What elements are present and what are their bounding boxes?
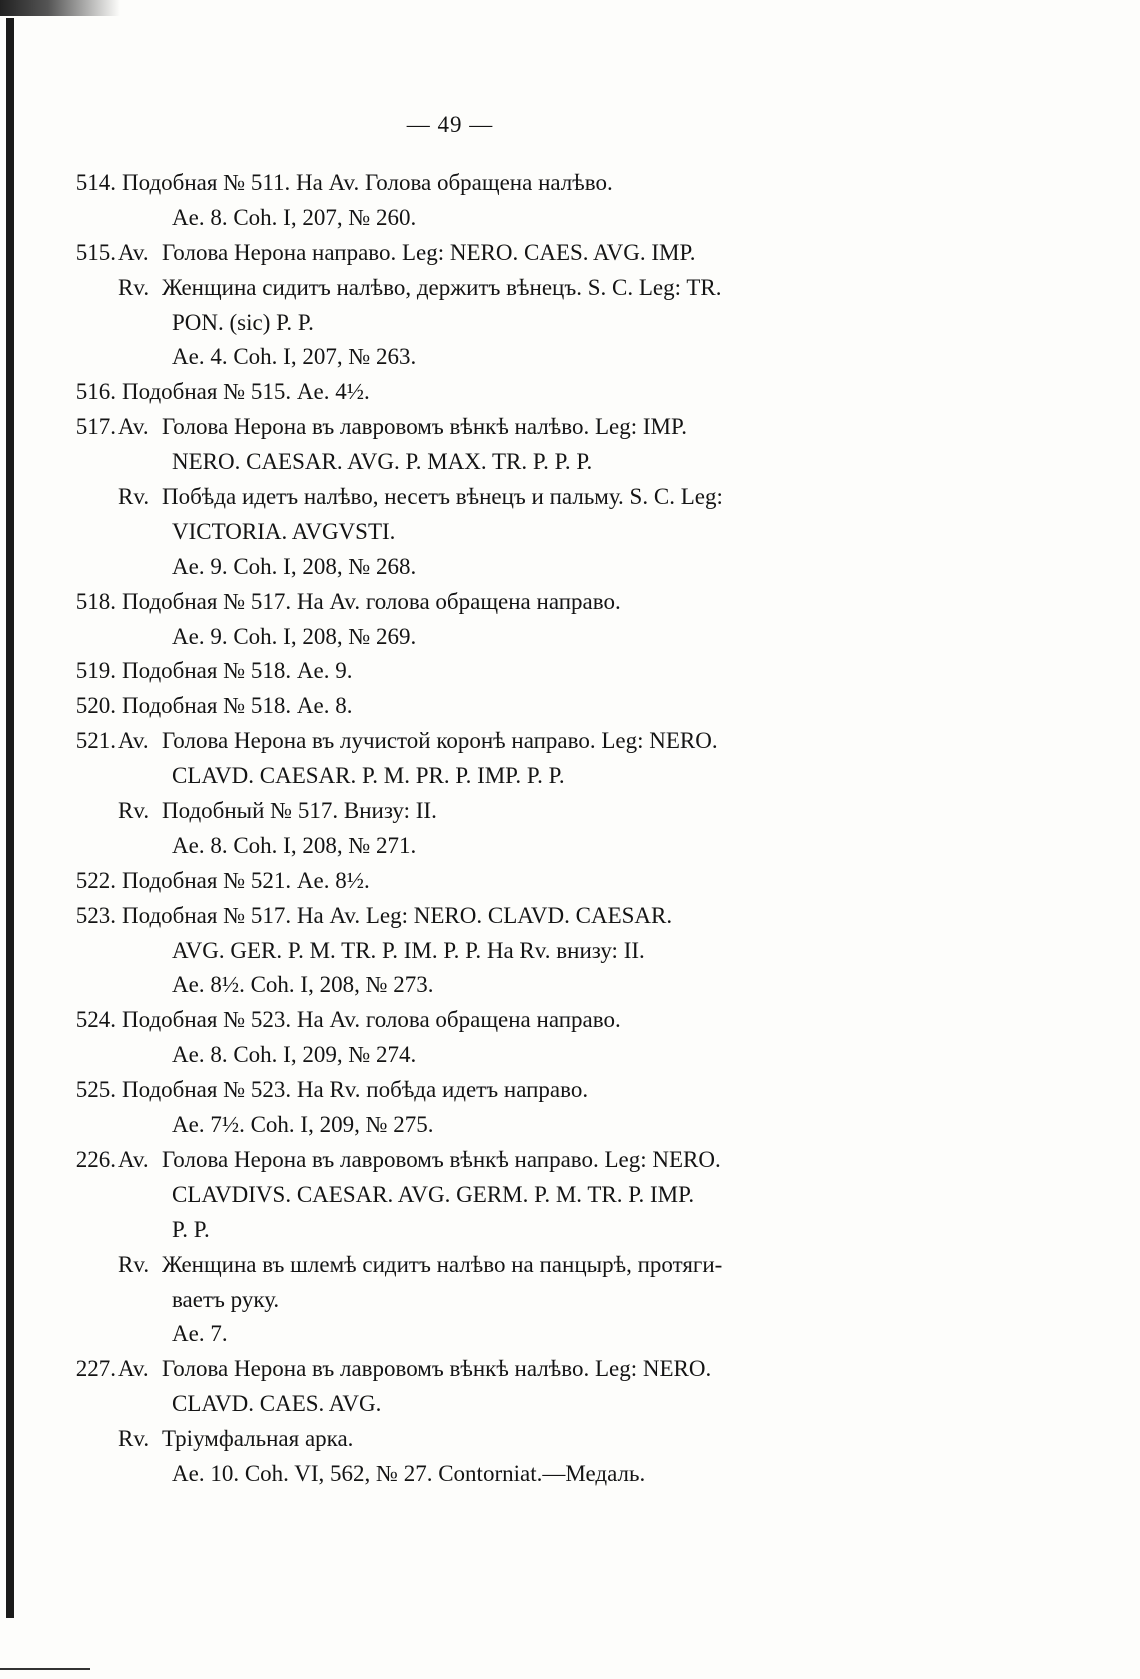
entry-text: Подобная № 523. На Rv. побѣда идетъ направо. xyxy=(122,1077,589,1103)
entry-line xyxy=(62,829,862,864)
entry-text: CLAVDIVS. CAESAR. AVG. GERM. P. M. TR. P. IMP. xyxy=(172,1181,695,1207)
entry-line xyxy=(62,1073,862,1108)
entry-line xyxy=(62,1387,862,1422)
entry-line xyxy=(62,1038,862,1073)
entry-text: Подобная № 518. Ae. 9. xyxy=(122,658,353,684)
side-label: Av. xyxy=(118,1356,149,1382)
entry-number: 522. xyxy=(75,867,116,893)
entry-number: 514. xyxy=(75,170,116,195)
side-label: Rv. xyxy=(118,798,150,824)
entry-line xyxy=(62,585,862,620)
entry-line xyxy=(62,724,862,759)
entry-line xyxy=(62,166,862,201)
entry-text: Подобная № 517. На Av. голова обращена направо. xyxy=(122,588,621,614)
entry-line xyxy=(62,1248,862,1283)
entry-number: 226. xyxy=(75,1146,116,1172)
entry-text: Ae. 8. Coh. I, 207, № 260. xyxy=(172,204,417,230)
entry-line xyxy=(62,1422,862,1457)
entry-text: Ae. 7½. Coh. I, 209, № 275. xyxy=(172,1112,434,1138)
entry-text: Ae. 4. Coh. I, 207, № 263. xyxy=(172,344,417,370)
side-label: Av. xyxy=(118,1146,149,1172)
entry-line xyxy=(62,375,862,410)
entry-number: 521. xyxy=(75,728,116,754)
entry-line xyxy=(62,236,862,271)
entry-line xyxy=(62,1352,862,1387)
entry-number: 525. xyxy=(75,1077,116,1103)
entry-text: Голова Нерона въ лавровомъ вѣнкѣ направо. Leg: NERO. xyxy=(162,1146,721,1172)
entry-line xyxy=(62,515,862,550)
side-label: Rv. xyxy=(118,484,150,510)
entry-number: 519. xyxy=(75,658,116,684)
catalog-entries xyxy=(62,166,862,1492)
entry-line xyxy=(62,934,862,969)
entry-text: PON. (sic) P. P. xyxy=(172,309,314,335)
entry-line xyxy=(62,1317,862,1352)
side-label: Av. xyxy=(118,239,149,265)
entry-text: Ae. 8. Coh. I, 209, № 274. xyxy=(172,1042,417,1068)
entry-text: AVG. GER. P. M. TR. P. IM. P. P. На Rv. внизу: II. xyxy=(172,937,645,963)
entry-line xyxy=(62,1143,862,1178)
entry-text: Ae. 9. Coh. I, 208, № 269. xyxy=(172,623,417,649)
entry-text: Голова Нерона направо. Leg: NERO. CAES. AVG. IMP. xyxy=(162,239,696,265)
entry-line xyxy=(62,899,862,934)
entry-line xyxy=(62,654,862,689)
entry-line xyxy=(62,271,862,306)
entry-text: Ae. 8½. Coh. I, 208, № 273. xyxy=(172,972,434,998)
entry-text: Подобная № 518. Ae. 8. xyxy=(122,693,353,719)
entry-text: Подобная № 515. Ae. 4½. xyxy=(122,379,370,405)
entry-text: ваетъ руку. xyxy=(172,1286,280,1312)
entry-number: 518. xyxy=(75,588,116,614)
entry-text: Ae. 7. xyxy=(172,1321,228,1347)
entry-text: Ae. 8. Coh. I, 208, № 271. xyxy=(172,832,417,858)
entry-text: Подобная № 521. Ae. 8½. xyxy=(122,867,370,893)
entry-line xyxy=(62,620,862,655)
entry-number: 523. xyxy=(75,902,116,928)
entry-line xyxy=(62,480,862,515)
entry-line xyxy=(62,968,862,1003)
entry-number: 517. xyxy=(75,414,116,440)
entry-line xyxy=(62,1457,862,1492)
entry-text: CLAVD. CAES. AVG. xyxy=(172,1391,382,1417)
entry-line xyxy=(62,306,862,341)
entry-line xyxy=(62,201,862,236)
entry-text: Голова Нерона въ лучистой коронѣ направо. Leg: NERO. xyxy=(162,728,718,754)
entry-line xyxy=(62,410,862,445)
entry-line xyxy=(62,1213,862,1248)
entry-number: 524. xyxy=(75,1007,116,1033)
entry-text: VICTORIA. AVGVSTI. xyxy=(172,518,396,544)
entry-text: Подобная № 517. На Av. Leg: NERO. CLAVD. CAESAR. xyxy=(122,902,673,928)
entry-text: Побѣда идетъ налѣво, несетъ вѣнецъ и пальму. S. C. Leg: xyxy=(162,484,723,510)
scan-edge-bottom xyxy=(0,1668,90,1670)
entry-text: Ae. 10. Coh. VI, 562, № 27. Contorniat.—Медаль. xyxy=(172,1460,646,1486)
entry-text: P. P. xyxy=(172,1216,210,1242)
side-label: Rv. xyxy=(118,1251,150,1277)
entry-line xyxy=(62,759,862,794)
entry-line xyxy=(62,550,862,585)
entry-text: Голова Нерона въ лавровомъ вѣнкѣ налѣво. Leg: IMP. xyxy=(162,414,687,440)
entry-number: 227. xyxy=(75,1356,116,1382)
entry-line xyxy=(62,689,862,724)
entry-number: 515. xyxy=(75,239,116,265)
entry-line xyxy=(62,1108,862,1143)
entry-text: NERO. CAESAR. AVG. P. MAX. TR. P. P. P. xyxy=(172,449,593,475)
entry-line xyxy=(62,340,862,375)
entry-line xyxy=(62,1283,862,1318)
entry-text: Подобный № 517. Внизу: II. xyxy=(162,798,437,824)
side-label: Av. xyxy=(118,414,149,440)
entry-line xyxy=(62,445,862,480)
entry-number: 516. xyxy=(75,379,116,405)
side-label: Av. xyxy=(118,728,149,754)
entry-text: Ae. 9. Coh. I, 208, № 268. xyxy=(172,553,417,579)
entry-text: Женщина сидитъ налѣво, держитъ вѣнецъ. S. C. Leg: TR. xyxy=(162,274,722,300)
scan-edge-top xyxy=(0,0,120,16)
entry-text: Тріумфальная арка. xyxy=(162,1426,354,1452)
entry-text: CLAVD. CAESAR. P. M. PR. P. IMP. P. P. xyxy=(172,763,565,789)
side-label: Rv. xyxy=(118,1426,150,1452)
entry-number: 520. xyxy=(75,693,116,719)
entry-text: Женщина въ шлемѣ сидитъ налѣво на панцырѣ, протяги- xyxy=(162,1251,723,1277)
entry-text: Подобная № 523. На Av. голова обращена направо. xyxy=(122,1007,621,1033)
entry-line xyxy=(62,1003,862,1038)
side-label: Rv. xyxy=(118,274,150,300)
page-number: — 49 — xyxy=(406,112,494,137)
entry-text: Голова Нерона въ лавровомъ вѣнкѣ налѣво. Leg: NERO. xyxy=(162,1356,712,1382)
entry-line xyxy=(62,1178,862,1213)
entry-text: Подобная № 511. На Av. Голова обращена налѣво. xyxy=(122,170,613,195)
entry-line xyxy=(62,794,862,829)
scan-edge-left xyxy=(6,18,14,1618)
entry-line xyxy=(62,864,862,899)
